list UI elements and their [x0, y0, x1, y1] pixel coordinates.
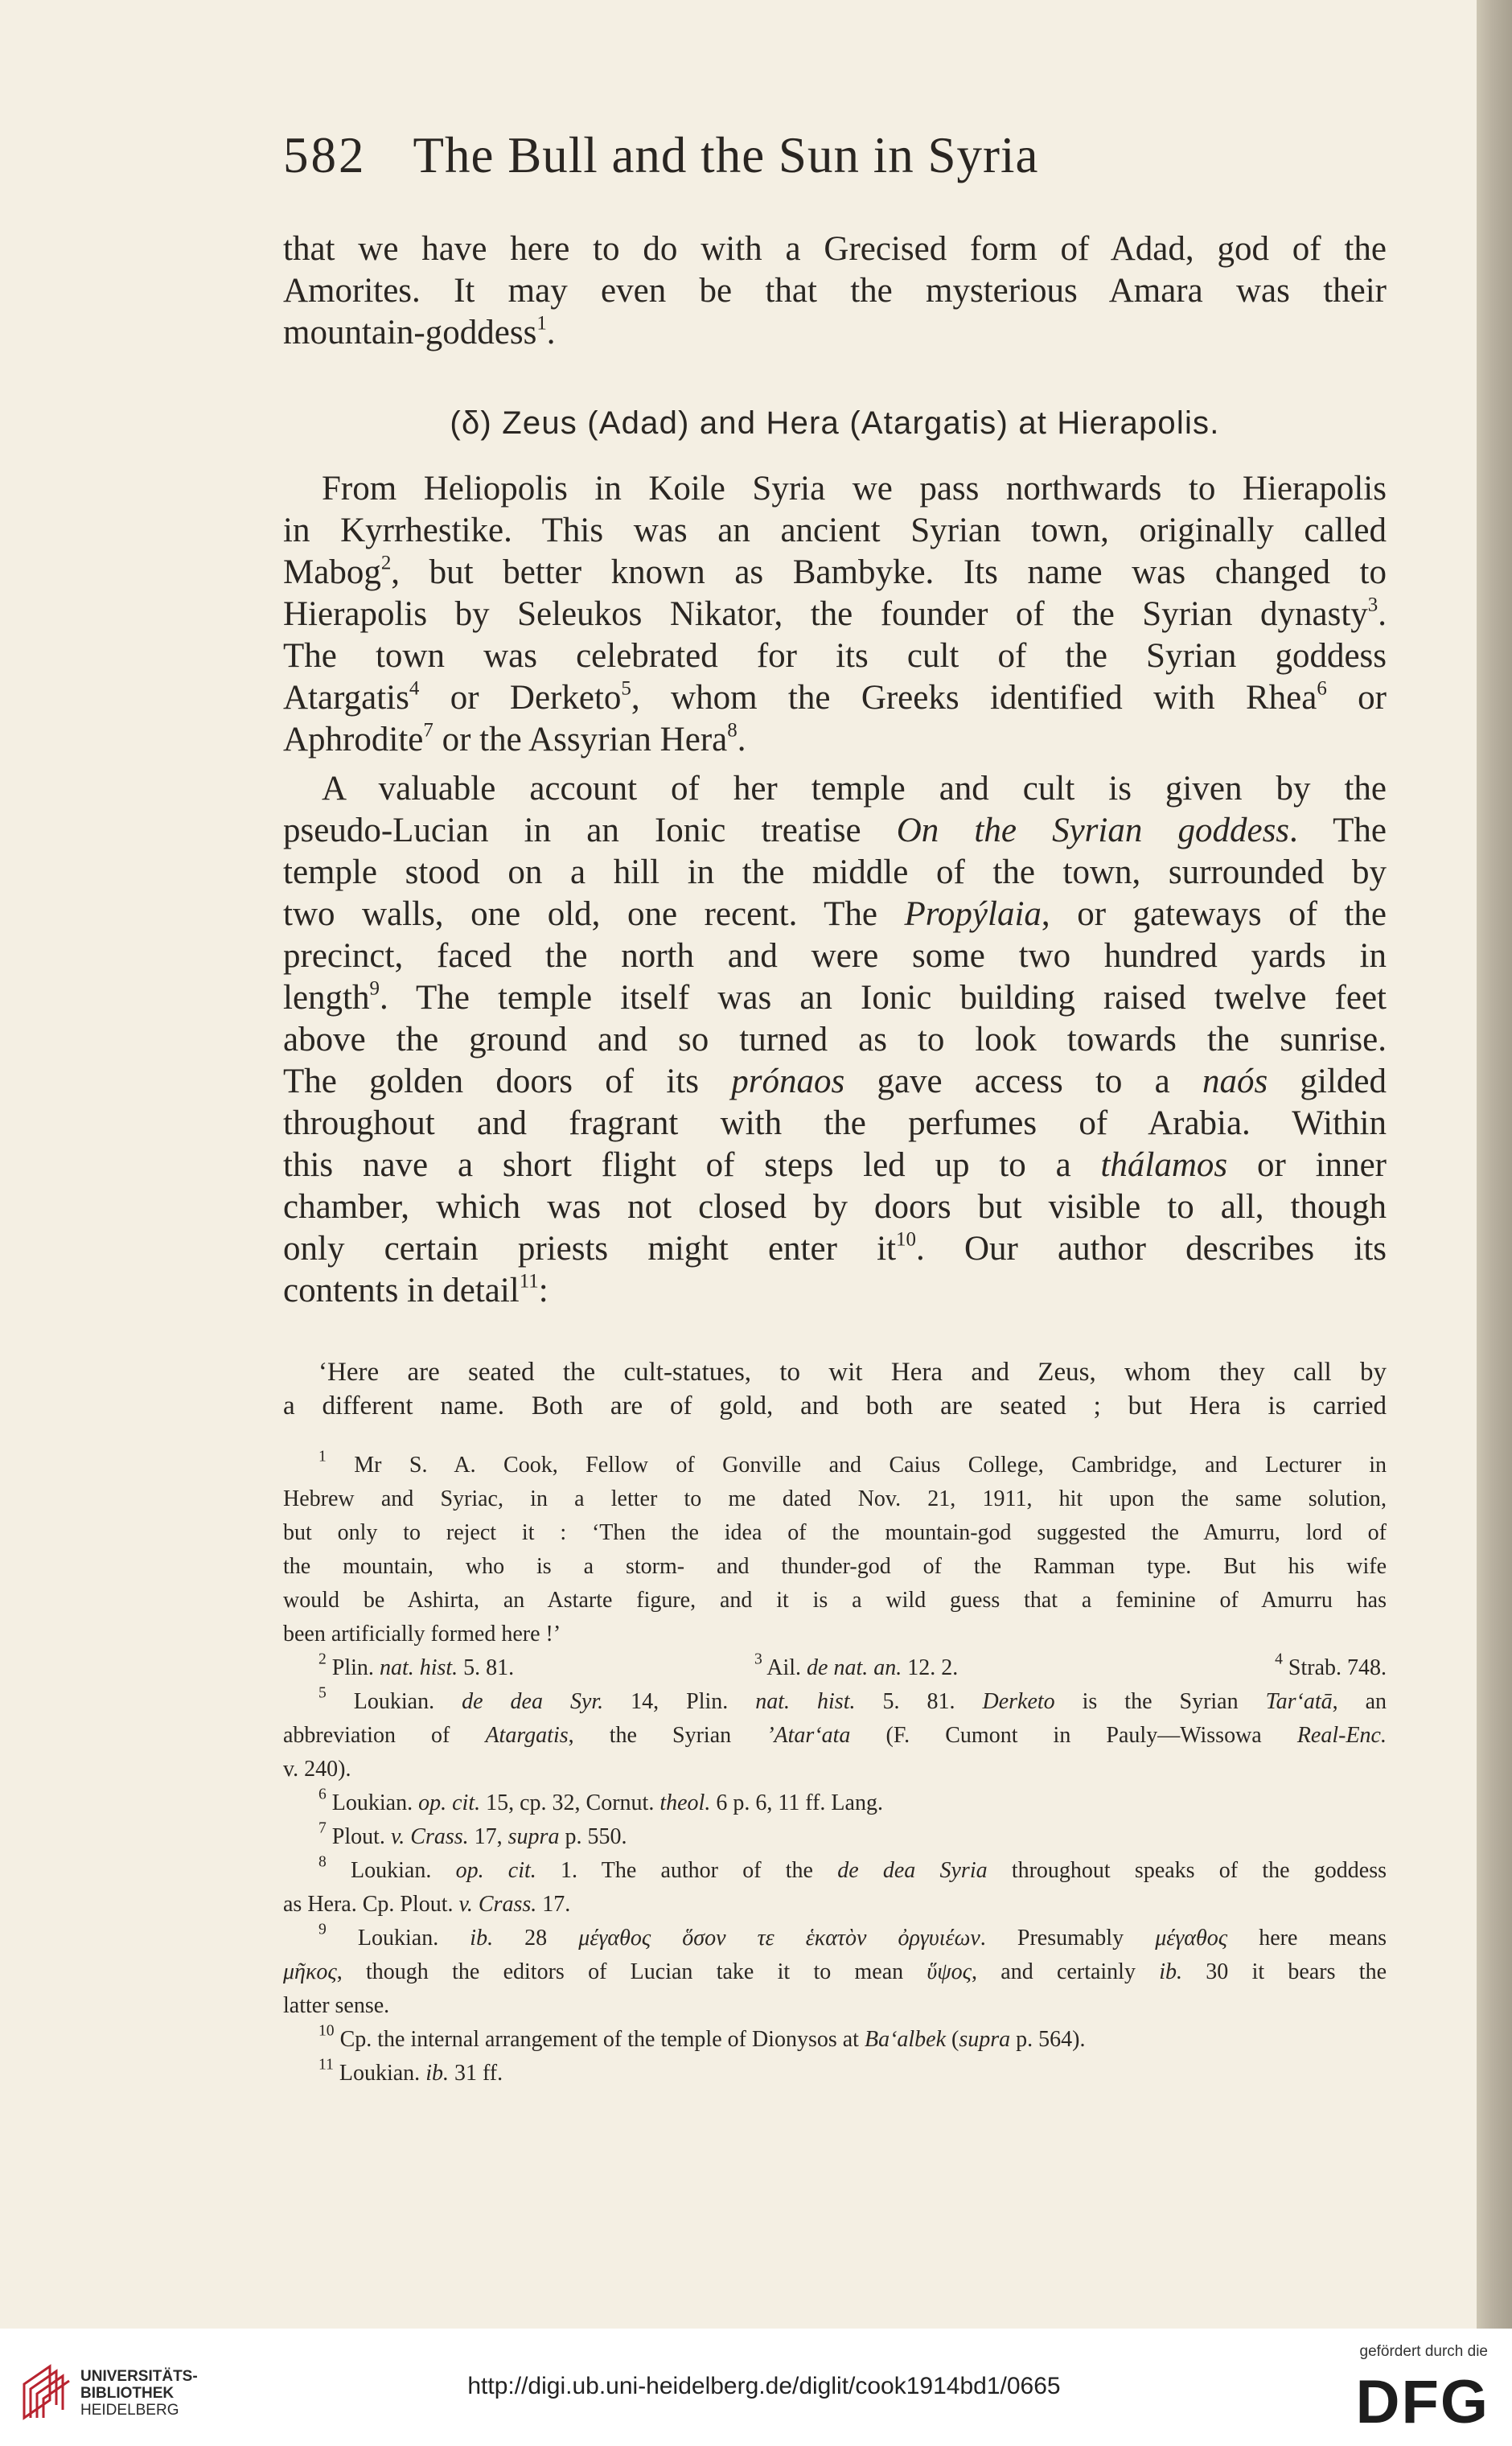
text-span: 12. 2.	[902, 1655, 959, 1680]
text-span: , though the editors of Lucian take it to mean	[336, 1959, 927, 1984]
funding-note: gefördert durch die	[1359, 2343, 1488, 2360]
footnote-line	[318, 1448, 1387, 1480]
text-span: Mr S. A. Cook, Fellow of Gonville and Caius College, Cambridge, and Lecturer in	[354, 1453, 1387, 1478]
text-span: 5. 81.	[458, 1655, 515, 1680]
text-span: .	[737, 721, 746, 758]
footnote-line: the mountain, who is a storm- and thunder-god of the Ramman type. But his wife	[283, 1554, 1387, 1579]
footnote-mark: 10	[318, 2022, 335, 2040]
text-span: Loukian.	[351, 1858, 456, 1883]
italic-ref: ib.	[1159, 1959, 1183, 1984]
text-line	[283, 552, 1387, 594]
dfg-logo[interactable]	[1338, 2366, 1491, 2431]
text-line	[283, 894, 1387, 935]
text-line: The town was celebrated for its cult of the Syrian goddess	[283, 637, 1387, 675]
text-span: (F. Cumont in Pauly—Wissowa	[850, 1723, 1297, 1748]
text-span: Loukian.	[339, 2061, 426, 2086]
text-span: 28	[493, 1926, 579, 1951]
footnote-ref: 4	[409, 677, 420, 700]
footnote-line	[318, 1684, 1387, 1716]
text-span: or the Assyrian Hera	[433, 721, 728, 758]
italic-ref: Atargatis	[485, 1723, 569, 1748]
footnote-ref: 9	[369, 977, 380, 1000]
text-span: here means	[1227, 1926, 1387, 1951]
text-line	[283, 1145, 1387, 1186]
text-span: mountain-goddess	[283, 314, 537, 351]
footnote-mark: 8	[318, 1853, 327, 1871]
text-line	[283, 977, 1387, 1019]
footnote-ref: 7	[423, 719, 433, 742]
text-line	[283, 312, 1387, 354]
text-span: , and certainly	[972, 1959, 1160, 1984]
italic-term: naós	[1202, 1063, 1268, 1100]
library-line: UNIVERSITÄTS-	[80, 2368, 198, 2385]
text-span: . The temple itself was an Ionic building raised twelve feet	[379, 979, 1387, 1017]
italic-term: Propýlaia	[904, 895, 1042, 933]
text-span: gilded	[1268, 1063, 1387, 1100]
text-span: two walls, one old, one recent. The	[283, 895, 905, 933]
footnote-line: latter sense.	[283, 1993, 390, 2018]
italic-ref: de dea Syr.	[462, 1689, 604, 1714]
greek-quote: μέγαθος ὅσον τε ἑκατὸν ὀργυιέων	[578, 1926, 980, 1951]
text-span: .	[1378, 595, 1387, 633]
text-span: Hierapolis by Seleukos Nikator, the founder of the Syrian dynasty	[283, 595, 1368, 633]
greek-word: ὕψος	[927, 1959, 972, 1984]
text-line	[283, 677, 1387, 719]
footnote-ref: 8	[727, 719, 738, 742]
page-number: 582	[283, 127, 367, 183]
text-span: abbreviation of	[283, 1723, 486, 1748]
footnote-ref: 10	[896, 1228, 916, 1251]
greek-word: μῆκος	[283, 1959, 337, 1984]
text-span: throughout speaks of the goddess	[987, 1858, 1387, 1883]
text-span: 14, Plin.	[603, 1689, 756, 1714]
italic-ref: nat. hist.	[755, 1689, 856, 1714]
text-span: . The	[1289, 812, 1387, 849]
footnote-4	[1275, 1651, 1387, 1683]
text-line	[283, 594, 1387, 635]
footnote-mark: 6	[318, 1786, 327, 1803]
text-span: 5. 81.	[855, 1689, 983, 1714]
text-span: or	[1326, 679, 1387, 717]
library-name	[80, 2368, 290, 2419]
italic-ref: Real-Enc.	[1296, 1723, 1387, 1748]
text-span: only certain priests might enter it	[283, 1230, 897, 1268]
text-span: Loukian.	[353, 1689, 462, 1714]
text-span: as Hera. Cp. Plout.	[283, 1892, 459, 1917]
text-span: is the Syrian	[1054, 1689, 1266, 1714]
text-span: p. 564).	[1010, 2027, 1086, 2052]
footnote-line	[318, 2056, 1387, 2088]
italic-ref: ib.	[470, 1926, 494, 1951]
footnote-line: v. 240).	[283, 1757, 351, 1782]
text-span: :	[538, 1272, 549, 1309]
text-line: chamber, which was not closed by doors but visible to all, though	[283, 1188, 1387, 1226]
text-span: 1. The author of the	[536, 1858, 838, 1883]
footnote-line	[283, 1890, 1387, 1919]
text-span: , whom the Greeks identified with Rhea	[631, 679, 1317, 717]
text-span: . Presumably	[980, 1926, 1156, 1951]
italic-ref: supra	[959, 2027, 1011, 2052]
text-span: or Derketo	[419, 679, 622, 717]
footnote-line	[318, 1853, 1387, 1885]
ub-heidelberg-logo[interactable]	[18, 2360, 90, 2424]
italic-ref: Derketo	[982, 1689, 1055, 1714]
footnote-line: but only to reject it : ‘Then the idea of the mountain-god suggested the Amurru, lord of	[283, 1520, 1387, 1545]
footnote-line	[283, 1721, 1387, 1750]
text-span: Plin.	[331, 1655, 380, 1680]
footnote-mark: 2	[318, 1651, 327, 1668]
footnote-ref: 1	[536, 312, 547, 335]
text-span: .	[546, 314, 556, 351]
quote-line: ‘Here are seated the cult-statues, to wit Hera and Zeus, whom they call by	[318, 1358, 1387, 1387]
greek-word: μέγαθος	[1155, 1926, 1228, 1951]
footnote-ref: 2	[380, 552, 392, 574]
italic-ref: ib.	[425, 2061, 449, 2086]
footnote-mark: 11	[318, 2056, 334, 2074]
text-span: Plout.	[331, 1824, 391, 1849]
text-span: contents in detail	[283, 1272, 520, 1309]
italic-ref: supra	[507, 1824, 560, 1849]
text-span: gave access to a	[844, 1063, 1203, 1100]
text-span: length	[283, 979, 370, 1017]
text-span: 6 p. 6, 11 ff. Lang.	[710, 1790, 883, 1815]
footnote-ref: 6	[1317, 677, 1327, 700]
text-span: 30 it bears the	[1182, 1959, 1387, 1984]
footnote-mark: 5	[318, 1684, 327, 1702]
italic-ref: v. Crass.	[458, 1892, 537, 1917]
text-line	[283, 1061, 1387, 1103]
text-line: in Kyrrhestike. This was an ancient Syrian town, originally called	[283, 512, 1387, 549]
page-edge	[1477, 0, 1512, 2329]
quote-line: a different name. Both are of gold, and both are seated ; but Hera is carried	[283, 1392, 1387, 1420]
text-span: The golden doors of its	[283, 1063, 732, 1100]
footnote-line: Hebrew and Syriac, in a letter to me dated Nov. 21, 1911, hit upon the same solution,	[283, 1486, 1387, 1511]
footnote-line	[318, 2022, 1387, 2054]
text-span: 31 ff.	[448, 2061, 503, 2086]
section-heading: (δ) Zeus (Adad) and Hera (Atargatis) at Hierapolis.	[450, 405, 1220, 441]
text-span: , or gateways of the	[1041, 895, 1387, 933]
text-span: Ail.	[766, 1655, 807, 1680]
footnote-3	[754, 1651, 959, 1683]
text-line: Amorites. It may even be that the mysterious Amara was their	[283, 272, 1387, 310]
text-line: precinct, faced the north and were some two hundred yards in	[283, 937, 1387, 975]
text-line: throughout and fragrant with the perfumes of Arabia. Within	[283, 1104, 1387, 1142]
library-line: HEIDELBERG	[80, 2402, 179, 2419]
footnote-mark: 7	[318, 1819, 327, 1837]
text-span: Atargatis	[283, 679, 409, 717]
text-span: (	[946, 2027, 959, 2052]
italic-ref: de nat. an.	[807, 1655, 902, 1680]
text-span: Loukian.	[331, 1790, 419, 1815]
italic-ref: Tar‘atā	[1265, 1689, 1333, 1714]
footnote-ref: 11	[519, 1270, 539, 1293]
footnote-line	[318, 1651, 1387, 1683]
italic-title: On the Syrian goddess	[896, 812, 1290, 849]
footnote-line	[283, 1958, 1387, 1987]
dfg-logo-text: DFG	[1355, 2368, 1489, 2431]
text-line: A valuable account of her temple and cult is given by the	[322, 770, 1387, 808]
italic-ref: v. Crass.	[390, 1824, 469, 1849]
italic-term: prónaos	[731, 1063, 845, 1100]
text-span: Cp. the internal arrangement of the temple of Dionysos at	[339, 2027, 865, 2052]
text-span: . Our author describes its	[915, 1230, 1387, 1268]
text-span: pseudo-Lucian in an Ionic treatise	[283, 812, 897, 849]
italic-ref: de dea Syria	[837, 1858, 988, 1883]
text-span: , the Syrian	[568, 1723, 767, 1748]
text-line: temple stood on a hill in the middle of the town, surrounded by	[283, 853, 1387, 891]
text-span: , an	[1332, 1689, 1387, 1714]
italic-ref: Ba‘albek	[864, 2027, 947, 2052]
source-url[interactable]: http://digi.ub.uni-heidelberg.de/diglit/cook1914bd1/0665	[467, 2373, 1061, 2399]
text-span: or inner	[1227, 1146, 1387, 1184]
footnote-mark: 9	[318, 1921, 327, 1938]
italic-ref: ’Atar‘ata	[766, 1723, 851, 1748]
text-span: p. 550.	[559, 1824, 627, 1849]
text-span: Mabog	[283, 553, 381, 591]
footnote-line	[318, 1921, 1387, 1953]
text-span: Aphrodite	[283, 721, 424, 758]
footnote-mark: 1	[318, 1448, 327, 1466]
footnote-mark: 3	[754, 1651, 762, 1668]
italic-ref: nat. hist.	[379, 1655, 458, 1680]
text-line	[283, 1228, 1387, 1270]
italic-ref: op. cit.	[418, 1790, 481, 1815]
footnote-ref: 3	[1367, 594, 1378, 616]
text-span: Loukian.	[357, 1926, 470, 1951]
text-span: 15, cp. 32, Cornut.	[480, 1790, 660, 1815]
library-line: BIBLIOTHEK	[80, 2385, 175, 2402]
text-line	[283, 1270, 1387, 1312]
text-line: From Heliopolis in Koile Syria we pass northwards to Hierapolis	[322, 470, 1387, 508]
text-span: , but better known as Bambyke. Its name was changed to	[391, 553, 1387, 591]
footnote-ref: 5	[621, 677, 631, 700]
text-line	[283, 810, 1387, 852]
text-span: 17.	[536, 1892, 571, 1917]
italic-ref: op. cit.	[455, 1858, 536, 1883]
footnote-line: been artificially formed here !’	[283, 1622, 561, 1646]
text-span: Strab. 748.	[1288, 1655, 1387, 1680]
footnote-line	[318, 1786, 1387, 1818]
italic-ref: theol.	[659, 1790, 711, 1815]
running-head	[283, 127, 1288, 183]
italic-term: thálamos	[1100, 1146, 1228, 1184]
text-span: 17,	[468, 1824, 508, 1849]
footnote-line	[318, 1819, 1387, 1852]
text-line	[283, 719, 1387, 761]
footnote-mark: 4	[1275, 1651, 1283, 1668]
footnote-2	[318, 1651, 515, 1683]
running-title: The Bull and the Sun in Syria	[413, 127, 1039, 183]
text-line: above the ground and so turned as to look towards the sunrise.	[283, 1021, 1387, 1059]
text-span: this nave a short flight of steps led up to a	[283, 1146, 1101, 1184]
text-line: that we have here to do with a Grecised form of Adad, god of the	[283, 230, 1387, 268]
footnote-line: would be Ashirta, an Astarte figure, and it is a wild guess that a feminine of Amurru has	[283, 1588, 1387, 1613]
